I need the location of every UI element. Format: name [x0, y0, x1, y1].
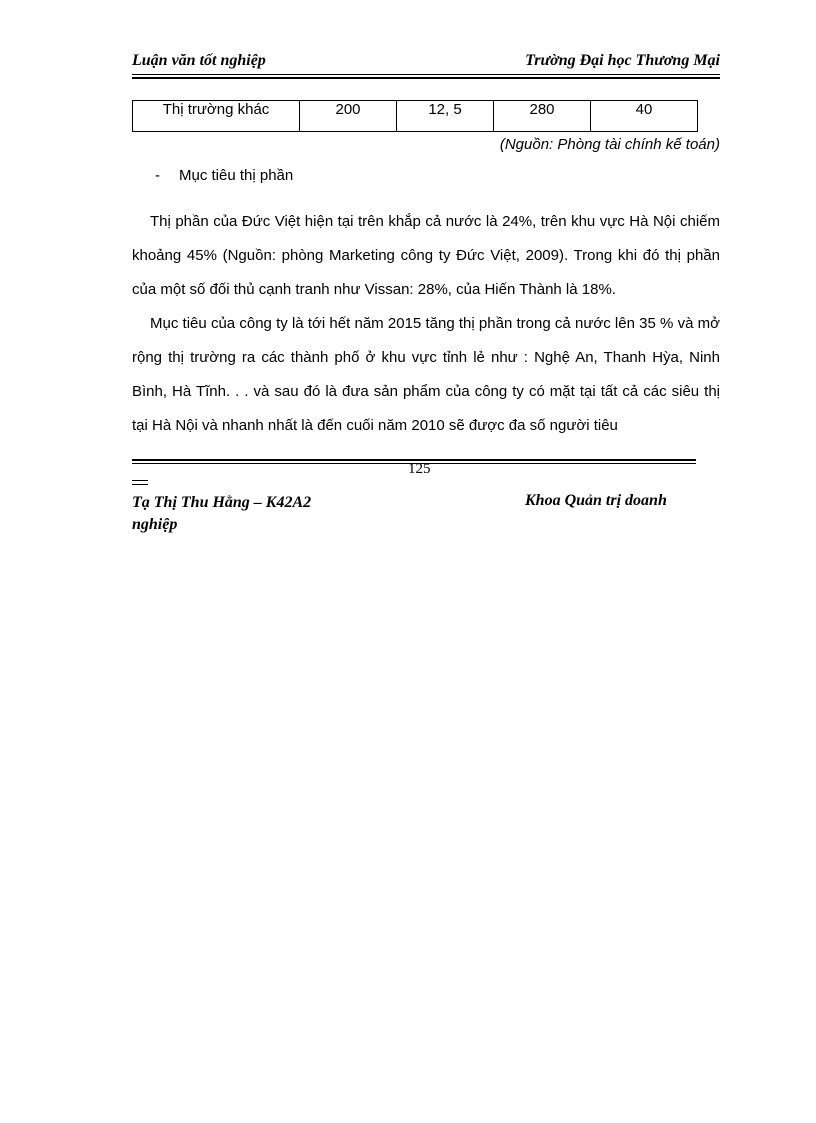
- footer-short-rule: [132, 484, 148, 485]
- bullet-item: [155, 167, 293, 184]
- page-number: 125: [408, 461, 431, 477]
- footer-faculty: Khoa Quản trị doanh: [525, 492, 667, 509]
- table-row: [133, 101, 698, 132]
- header-thesis-label: Luận văn tốt nghiệp: [132, 52, 266, 69]
- bullet-marker: -: [155, 167, 160, 184]
- footer-short-rule: [132, 480, 148, 481]
- table-cell: 200: [300, 101, 397, 132]
- table-cell-market: Thị trường khác: [133, 101, 300, 132]
- footer-author: [132, 492, 311, 536]
- table-cell: 12, 5: [397, 101, 494, 132]
- header-university-label: Trường Đại học Thương Mại: [525, 52, 720, 69]
- footer-author-name: Tạ Thị Thu Hằng – K42A2: [132, 494, 312, 511]
- table-cell: 280: [494, 101, 591, 132]
- paragraph-market-share: Thị phần của Đức Việt hiện tại trên khắp cả nước là 24%, trên khu vực Hà Nội chiếm khoảng 45% (Nguồn: phòng Marketing công ty Đức Việt, 2009). Trong khi đó thị phần của một số đối thủ cạnh tranh như Vissan: 28%, của Hiến Thành là 18%.: [132, 213, 720, 298]
- header-rule: [132, 74, 720, 75]
- footer-author-continuation: nghiệp: [132, 516, 178, 533]
- paragraph-company-goal: Mục tiêu của công ty là tới hết năm 2015 tăng thị phần trong cả nước lên 35 % và mở rộng thị trường ra các thành phố ở khu vực tỉnh lẻ như : Nghệ An, Thanh Hỳa, Ninh Bình, Hà Tĩnh. . . và sau đó là đưa sản phẩm của công ty có mặt tại tất cả các siêu thị tại Hà Nội và nhanh nhất là đến cuối năm 2010 sẽ được đa số người tiêu: [132, 315, 720, 434]
- page-header: [132, 52, 720, 74]
- table-cell: 40: [591, 101, 698, 132]
- bullet-text: Mục tiêu thị phần: [179, 167, 294, 184]
- market-table: [132, 100, 698, 132]
- header-rule-thick: [132, 77, 720, 79]
- source-note: (Nguồn: Phòng tài chính kế toán): [499, 136, 720, 153]
